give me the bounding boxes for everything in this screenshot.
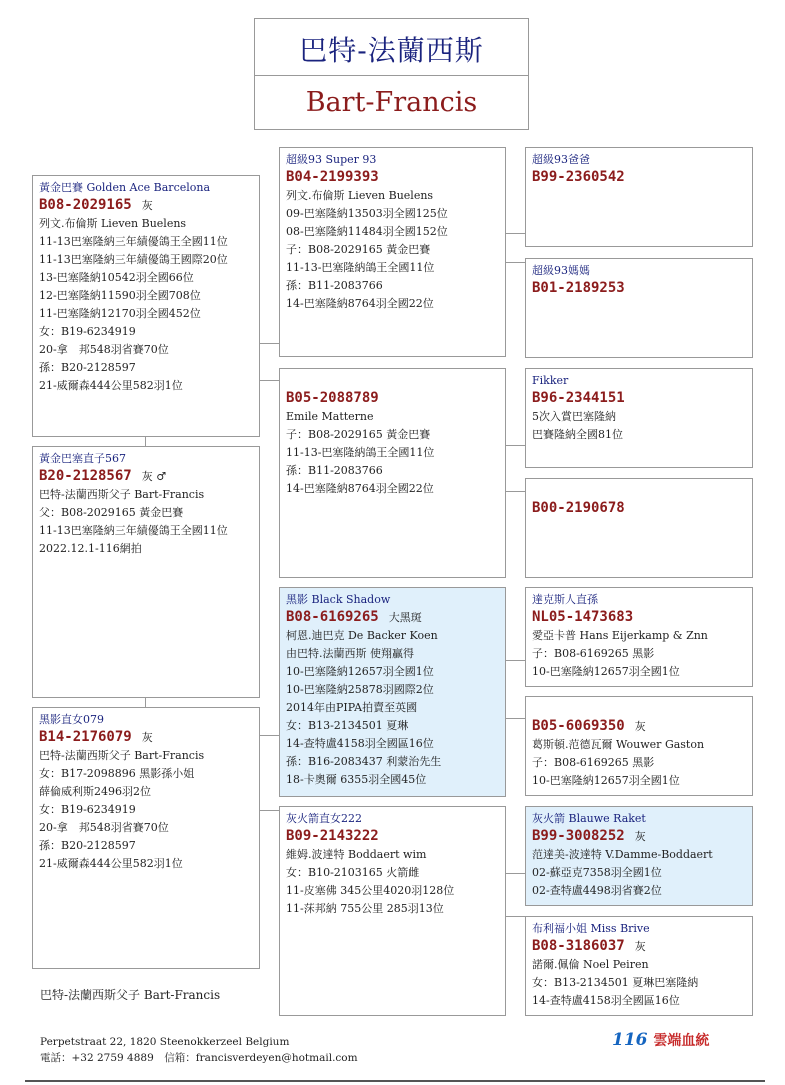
connector-line <box>259 735 279 736</box>
bird-color: 灰 <box>634 720 646 733</box>
ring-number: B08-2029165 <box>39 197 132 213</box>
detail-line: 09-巴塞隆納13503羽全國125位 <box>286 207 448 220</box>
bird-name: 布利福小姐 Miss Brive <box>532 922 650 935</box>
dam-card <box>32 707 260 969</box>
main-bird-card <box>32 446 260 698</box>
detail-line: 孫：B11-2083766 <box>286 279 383 292</box>
bird-name: 黑影直女079 <box>39 713 104 726</box>
bird-name: 黑影 Black Shadow <box>286 593 391 606</box>
detail-line: 14-巴塞隆納8764羽全國22位 <box>286 297 434 310</box>
dam-sire-card <box>279 587 506 797</box>
detail-line: 維姆.波達特 Boddaert wim <box>286 848 427 861</box>
detail-line: 11-13巴塞隆納三年績優鴿王全國11位 <box>39 524 228 537</box>
ring-number: B20-2128567 <box>39 468 132 484</box>
detail-line: 列文.布倫斯 Lieven Buelens <box>286 189 434 202</box>
detail-line: 女：B19-6234919 <box>39 325 136 338</box>
detail-line: 子：B08-2029165 黃金巴賽 <box>286 243 431 256</box>
detail-line: 父：B08-2029165 黃金巴賽 <box>39 506 184 519</box>
bird-name <box>532 701 746 717</box>
detail-line: 08-巴塞隆納11484羽全國152位 <box>286 225 448 238</box>
ring-number: B05-6069350 <box>532 718 625 734</box>
bird-name: Fikker <box>532 374 569 387</box>
detail-line: 10-巴塞隆納12657羽全國1位 <box>532 774 680 787</box>
detail-line: 02-蘇亞克7358羽全國1位 <box>532 866 662 879</box>
ring-number: B01-2189253 <box>532 280 625 296</box>
detail-line: 女：B19-6234919 <box>39 803 136 816</box>
detail-line: 2014年由PIPA拍賣至英國 <box>286 701 418 714</box>
detail-line: 12-巴塞隆納11590羽全國708位 <box>39 289 201 302</box>
bird-color: 灰 ♂ <box>141 470 167 483</box>
bird-name <box>286 373 499 389</box>
logo-text: 雲端血統 <box>653 1033 710 1049</box>
sire-card <box>32 175 260 437</box>
dds-card <box>525 806 753 906</box>
contact-info: 電話：+32 2759 4889 信箱：francisverdeyen@hotmail.com <box>40 1052 358 1064</box>
detail-line: 子：B08-2029165 黃金巴賽 <box>286 428 431 441</box>
detail-line: 2022.12.1-116網拍 <box>39 542 142 555</box>
sds-card <box>525 368 753 468</box>
detail-line: 11-13巴塞隆納三年績優鴿王全國11位 <box>39 235 228 248</box>
detail-line: 5次入賞巴塞隆納 <box>532 410 616 423</box>
ring-number: B08-6169265 <box>286 609 379 625</box>
bird-name: 灰火箭 Blauwe Raket <box>532 812 646 825</box>
detail-line: 20-拿 邦548羽省賽70位 <box>39 343 169 356</box>
connector-line <box>505 445 525 446</box>
bird-color: 灰 <box>634 830 646 843</box>
detail-line: 02-查特盧4498羽省賽2位 <box>532 884 662 897</box>
detail-line: 孫：B11-2083766 <box>286 464 383 477</box>
connector-line <box>505 718 525 719</box>
bird-color: 灰 <box>634 940 646 953</box>
detail-line: 18-卡奧爾 6355羽全國45位 <box>286 773 427 786</box>
bird-name: 超級93 Super 93 <box>286 153 377 166</box>
dss-card <box>525 587 753 687</box>
detail-line: 孫：B20-2128597 <box>39 839 136 852</box>
ring-number: B96-2344151 <box>532 390 625 406</box>
connector-line <box>259 380 279 381</box>
detail-line: 21-威爾森444公里582羽1位 <box>39 857 183 870</box>
detail-line: 女：B10-2103165 火箭雌 <box>286 866 420 879</box>
detail-line: 葛斯頓.范德瓦爾 Wouwer Gaston <box>532 738 705 751</box>
ring-number: B99-3008252 <box>532 828 625 844</box>
detail-line: 11-13巴塞隆納三年績優鴿王國際20位 <box>39 253 228 266</box>
bird-name: 黃金巴賽 Golden Ace Barcelona <box>39 181 211 194</box>
detail-line: 14-查特盧4158羽全國區16位 <box>286 737 434 750</box>
ring-number: NL05-1473683 <box>532 609 634 625</box>
ddd-card <box>525 916 753 1016</box>
owner-name: 巴特-法蘭西斯父子 Bart-Francis <box>40 988 221 1002</box>
bird-name: 黃金巴塞直子567 <box>39 452 126 465</box>
detail-line: 范達美-波達特 V.Damme-Boddaert <box>532 848 713 861</box>
detail-line: Emile Matterne <box>286 410 374 423</box>
detail-line: 孫：B20-2128597 <box>39 361 136 374</box>
detail-line: 14-巴塞隆納8764羽全國22位 <box>286 482 434 495</box>
bird-color: 灰 <box>141 199 153 212</box>
ring-number: B08-3186037 <box>532 938 625 954</box>
detail-line: 13-巴塞隆納10542羽全國66位 <box>39 271 194 284</box>
detail-line: 11-莯邦納 755公里 285羽13位 <box>286 902 444 915</box>
ring-number: B99-2360542 <box>532 169 625 185</box>
sdd-card <box>525 478 753 578</box>
detail-line: 子：B08-6169265 黑影 <box>532 756 655 769</box>
detail-line: 列文.布倫斯 Lieven Buelens <box>39 217 187 230</box>
detail-line: 巴特-法蘭西斯父子 Bart-Francis <box>39 749 205 762</box>
header-title-box <box>254 18 529 130</box>
sire-dam-card <box>279 368 506 578</box>
detail-line: 11-13-巴塞隆納鴿王全國11位 <box>286 446 435 459</box>
dam-dam-card <box>279 806 506 1016</box>
bird-name: 灰火箭直女222 <box>286 812 362 825</box>
connector-line <box>505 233 525 234</box>
dsd-card <box>525 696 753 796</box>
connector-line <box>505 262 525 263</box>
detail-line: 孫：B16-2083437 利蒙治先生 <box>286 755 442 768</box>
detail-line: 10-巴塞隆納25878羽國際2位 <box>286 683 434 696</box>
detail-line: 14-查特盧4158羽全國區16位 <box>532 994 680 1007</box>
brand-logo <box>612 1030 709 1050</box>
detail-line: 巴賽隆納全國81位 <box>532 428 623 441</box>
connector-line <box>505 873 525 874</box>
detail-line: 11-巴塞隆納12170羽全國452位 <box>39 307 201 320</box>
detail-line: 10-巴塞隆納12657羽全國1位 <box>532 665 680 678</box>
detail-line: 柯恩.迪巴克 De Backer Koen <box>286 629 438 642</box>
logo-number: 116 <box>612 1030 648 1050</box>
ring-number: B14-2176079 <box>39 729 132 745</box>
connector-line <box>145 436 146 446</box>
connector-line <box>259 810 279 811</box>
detail-line: 子：B08-6169265 黑影 <box>532 647 655 660</box>
detail-line: 諾爾.佩倫 Noel Peiren <box>532 958 649 971</box>
header-divider <box>255 75 528 76</box>
ring-number: B00-2190678 <box>532 500 625 516</box>
detail-line: 21-威爾森444公里582羽1位 <box>39 379 183 392</box>
header-title-zh: 巴特-法蘭西斯 <box>299 34 484 67</box>
connector-line <box>505 660 525 661</box>
bird-name: 超級93媽媽 <box>532 264 590 277</box>
ring-number: B04-2199393 <box>286 169 379 185</box>
bird-name: 達克斯人直孫 <box>532 593 598 606</box>
detail-line: 女：B13-2134501 夏琳巴塞隆納 <box>532 976 699 989</box>
detail-line: 愛亞卡普 Hans Eijerkamp & Znn <box>532 629 708 642</box>
address: Perpetstraat 22, 1820 Steenokkerzeel Belgium <box>40 1036 290 1048</box>
detail-line: 由巴特.法蘭西斯 使翔贏得 <box>286 647 414 660</box>
detail-line: 巴特-法蘭西斯父子 Bart-Francis <box>39 488 205 501</box>
bottom-divider <box>25 1080 765 1082</box>
connector-line <box>505 916 525 917</box>
bird-color: 大黑斑 <box>388 611 422 624</box>
connector-line <box>505 491 525 492</box>
sss-card <box>525 147 753 247</box>
detail-line: 薛倫威利斯2496羽2位 <box>39 785 151 798</box>
header-title-en: Bart-Francis <box>305 87 478 118</box>
bird-color: 灰 <box>141 731 153 744</box>
ssd-card <box>525 258 753 358</box>
detail-line: 20-拿 邦548羽省賽70位 <box>39 821 169 834</box>
owner-contact <box>40 1034 358 1066</box>
detail-line: 11-皮塞佛 345公里4020羽128位 <box>286 884 455 897</box>
ring-number: B09-2143222 <box>286 828 379 844</box>
detail-line: 女：B17-2098896 黑影孫小姐 <box>39 767 195 780</box>
connector-line <box>259 343 279 344</box>
connector-line <box>145 697 146 707</box>
detail-line: 女：B13-2134501 夏琳 <box>286 719 409 732</box>
bird-name <box>532 483 746 499</box>
sire-sire-card <box>279 147 506 357</box>
ring-number: B05-2088789 <box>286 390 379 406</box>
detail-line: 10-巴塞隆納12657羽全國1位 <box>286 665 434 678</box>
bird-name: 超級93爸爸 <box>532 153 590 166</box>
detail-line: 11-13-巴塞隆納鴿王全國11位 <box>286 261 435 274</box>
